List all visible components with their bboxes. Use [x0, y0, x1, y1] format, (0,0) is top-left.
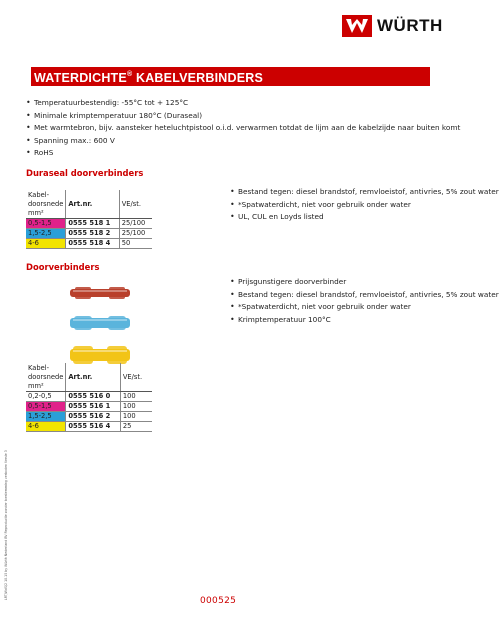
- art-nr-cell: 0555 516 1: [66, 402, 120, 412]
- cable-size-cell: 1,5-2,5: [26, 229, 66, 239]
- cable-size-cell: 0,5-1,5: [26, 402, 66, 412]
- ve-cell: 100: [120, 412, 152, 422]
- header-art-nr: Art.nr.: [66, 363, 120, 392]
- art-nr-cell: 0555 516 4: [66, 422, 120, 432]
- title-bar-notch: [23, 67, 31, 86]
- doorverbinders-table: [26, 363, 152, 432]
- table-row: [26, 412, 152, 422]
- table-row: [26, 402, 152, 412]
- section-title-doorverbinders: Doorverbinders: [26, 262, 100, 272]
- ve-cell: 25/100: [119, 219, 152, 229]
- ve-cell: 50: [119, 239, 152, 249]
- header-art-nr: Art.nr.: [66, 190, 119, 219]
- ve-cell: 100: [120, 402, 152, 412]
- intro-bullet: • Temperatuurbestendig: -55°C tot + 125°C: [26, 97, 460, 110]
- blue-connector-image: [70, 311, 130, 335]
- ve-cell: 100: [120, 392, 152, 402]
- header-cable-size: Kabel- doorsnede mm²: [26, 190, 66, 219]
- table-row: [26, 422, 152, 432]
- header-cable-size: Kabel- doorsnede mm²: [26, 363, 66, 392]
- table-row: [26, 229, 152, 239]
- ve-cell: 25/100: [119, 229, 152, 239]
- art-nr-cell: 0555 518 1: [66, 219, 119, 229]
- intro-bullet: • Met warmtebron, bijv. aansteker heteluchtpistool o.i.d. verwarmen totdat de lijm aan de kabelzijde naar buiten komt: [26, 122, 460, 135]
- doorverbinders-bullet: • *Spatwaterdicht, niet voor gebruik onder water: [230, 301, 499, 314]
- art-nr-cell: 0555 516 0: [66, 392, 120, 402]
- header-ve: VE/st.: [119, 190, 152, 219]
- header-ve: VE/st.: [120, 363, 152, 392]
- intro-bullet: • Spanning max.: 600 V: [26, 135, 460, 148]
- table-row: [26, 392, 152, 402]
- intro-bullet: • RoHS: [26, 147, 460, 160]
- intro-bullet-list: [26, 97, 460, 160]
- cable-size-cell: 4-6: [26, 239, 66, 249]
- duraseal-bullet-list: [230, 186, 499, 224]
- duraseal-bullet: • Bestand tegen: diesel brandstof, remvloeistof, antivries, 5% zout water: [230, 186, 499, 199]
- duraseal-bullet: • *Spatwaterdicht, niet voor gebruik onder water: [230, 199, 499, 212]
- ve-cell: 25: [120, 422, 152, 432]
- duraseal-bullet: • UL, CUL en Loyds listed: [230, 211, 499, 224]
- doorverbinders-bullet-list: [230, 276, 499, 326]
- doorverbinders-bullet: • Krimptemperatuur 100°C: [230, 314, 499, 327]
- art-nr-cell: 0555 518 2: [66, 229, 119, 239]
- intro-bullet: • Minimale krimptemperatuur 180°C (Duraseal): [26, 110, 460, 123]
- cable-size-cell: 0,2-0,5: [26, 392, 66, 402]
- wurth-logo: [342, 15, 443, 37]
- table-row: [26, 239, 152, 249]
- table-row: [26, 219, 152, 229]
- page-number: 000525: [200, 596, 237, 606]
- duraseal-table: [26, 190, 152, 249]
- copyright-side-text: LRT/WdS/2 10.15 by Würth Nederland BV Reproductie zonder toestemming verboden Versie 3: [4, 450, 8, 600]
- cable-size-cell: 0,5-1,5: [26, 219, 66, 229]
- red-connector-image: [70, 281, 130, 305]
- doorverbinders-bullet: • Prijsgunstigere doorverbinder: [230, 276, 499, 289]
- art-nr-cell: 0555 518 4: [66, 239, 119, 249]
- wurth-logo-icon: [342, 15, 372, 37]
- art-nr-cell: 0555 516 2: [66, 412, 120, 422]
- page-title: WATERDICHTE® KABELVERBINDERS: [34, 71, 264, 86]
- section-title-duraseal: Duraseal doorverbinders: [26, 168, 144, 178]
- doorverbinders-bullet: • Bestand tegen: diesel brandstof, remvloeistof, antivries, 5% zout water: [230, 289, 499, 302]
- cable-size-cell: 4-6: [26, 422, 66, 432]
- cable-size-cell: 1,5-2,5: [26, 412, 66, 422]
- brand-name: WÜRTH: [377, 16, 443, 35]
